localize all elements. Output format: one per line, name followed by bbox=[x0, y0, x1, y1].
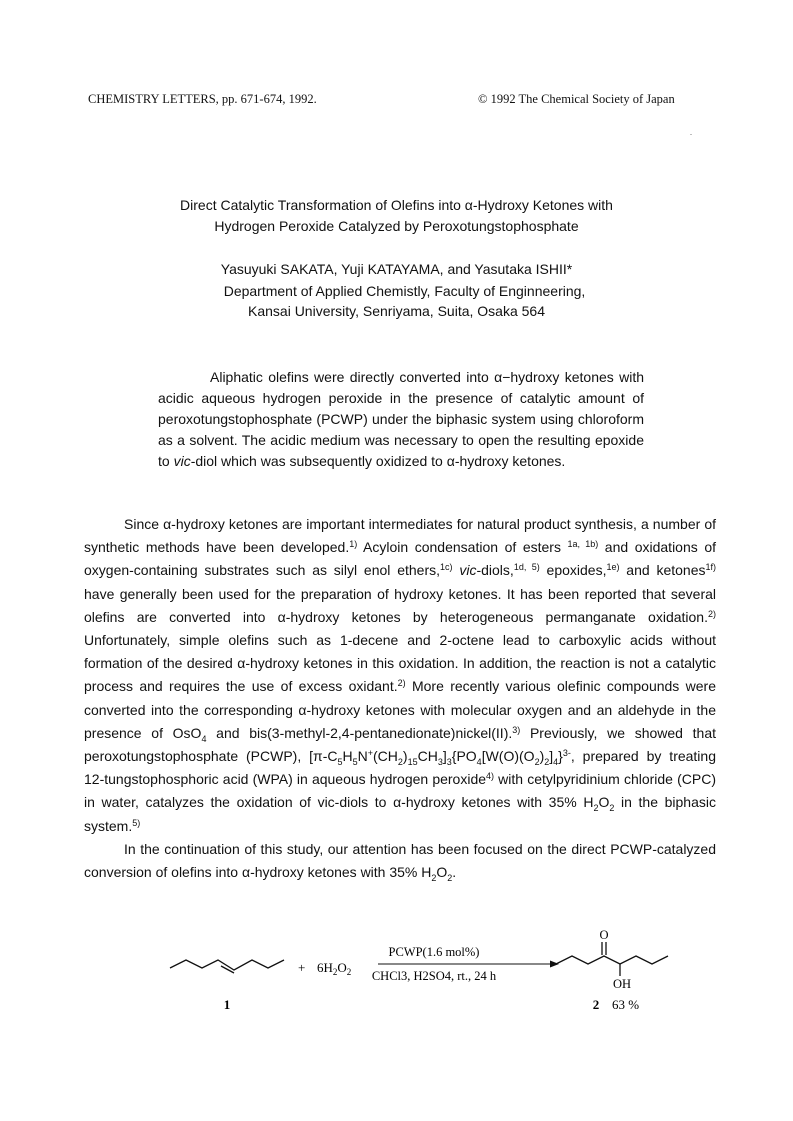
reagent-hydrogen-peroxide: $6H_2O_2$ bbox=[317, 960, 352, 977]
stray-mark: . bbox=[690, 128, 692, 137]
product-skeleton bbox=[556, 956, 668, 964]
compound-label-2: 2 bbox=[592, 997, 600, 1012]
affiliation-line-2: Kansai University, Senriyama, Suita, Osaka 564 bbox=[248, 303, 545, 319]
reaction-arrow-head bbox=[550, 961, 559, 968]
journal-citation: CHEMISTRY LETTERS, pp. 671-674, 1992. bbox=[88, 92, 317, 106]
plus-sign: + bbox=[298, 960, 306, 975]
arrow-condition-solvent: CHCl3, H2SO4, rt., 24 h bbox=[371, 969, 497, 983]
hydroxyl-label: OH bbox=[612, 977, 632, 991]
compound-label-1: 1 bbox=[223, 997, 231, 1012]
abstract: Aliphatic olefins were directly converted into α−hydroxy ketones with acidic aqueous hydrogen peroxide in the presence of catalytic amount of peroxotungstophosphate (PCWP) under the biphasic system using chloroform as a solvent. The acidic medium was necessary to open the resulting epoxide to vic-diol which was subsequently oxidized to α-hydroxy ketones. bbox=[158, 369, 644, 469]
copyright-notice: © 1992 The Chemical Society of Japan bbox=[478, 92, 675, 106]
reaction-scheme bbox=[160, 930, 680, 1020]
paper-title-line-2: Hydrogen Peroxide Catalyzed by Peroxotungstophosphate bbox=[214, 218, 579, 234]
carbonyl-oxygen-label: O bbox=[599, 930, 609, 942]
product-yield: 63 % bbox=[612, 997, 640, 1012]
author-list: Yasuyuki SAKATA, Yuji KATAYAMA, and Yasutaka ISHII* bbox=[220, 261, 573, 277]
arrow-condition-catalyst: PCWP(1.6 mol%) bbox=[388, 945, 480, 959]
body-text bbox=[84, 513, 716, 884]
paragraph-1: Since α-hydroxy ketones are important intermediates for natural product synthesis, a number of synthetic methods have been developed.$^{1)}$ Acyloin condensation of esters $^{1a, 1b)}$ and oxidations of oxygen-containing substrates such as silyl enol ethers,$^{1c)}$ vic-diols,$^{1d, 5)}$ epoxides,$^{1e)}$ and ketones$^{1f)}$ have generally been used for the preparation of hydroxy ketones. It has been reported that several olefins are converted into α-hydroxy ketones by heterogeneous permanganate oxidation.$^{2)}$ Unfortunately, simple olefins such as 1-decene and 2-octene lead to carboxylic acids without formation of the desired α-hydroxy ketones in this oxidation. In addition, the reaction is not a catalytic process and requires the use of excess oxidant.$^{2)}$ More recently various olefinic compounds were converted into the corresponding α-hydroxy ketones with molecular oxygen and an aldehyde in the presence of OsO$_4$ and bis(3-methyl-2,4-pentanedionate)nickel(II).$^{3)}$ Previously, we showed that peroxotungstophosphate (PCWP), $[\pi-C_5H_5N^+(CH_2)_{15}CH_3]_3\{PO_4[W(O)(O_2)_2]_4\}^{3-}$, prepared by treating 12-tungstophosphoric acid (WPA) in aqueous hydrogen peroxide$^{4)}$ with cetylpyridinium chloride (CPC) in water, catalyzes the oxidation of vic-diols to α-hydroxy ketones with 35% $H_2O_2$ in the biphasic system.$^{5)}$ bbox=[84, 516, 717, 834]
affiliation-line-1: Department of Applied Chemistly, Faculty of Enginneering, bbox=[223, 283, 586, 299]
paragraph-2: In the continuation of this study, our attention has been focused on the direct PCWP-catalyzed conversion of olefins into α-hydroxy ketones with 35% $H_2O_2$. bbox=[84, 840, 716, 883]
paper-title-line-1: Direct Catalytic Transformation of Olefins into α-Hydroxy Ketones with bbox=[180, 197, 613, 213]
